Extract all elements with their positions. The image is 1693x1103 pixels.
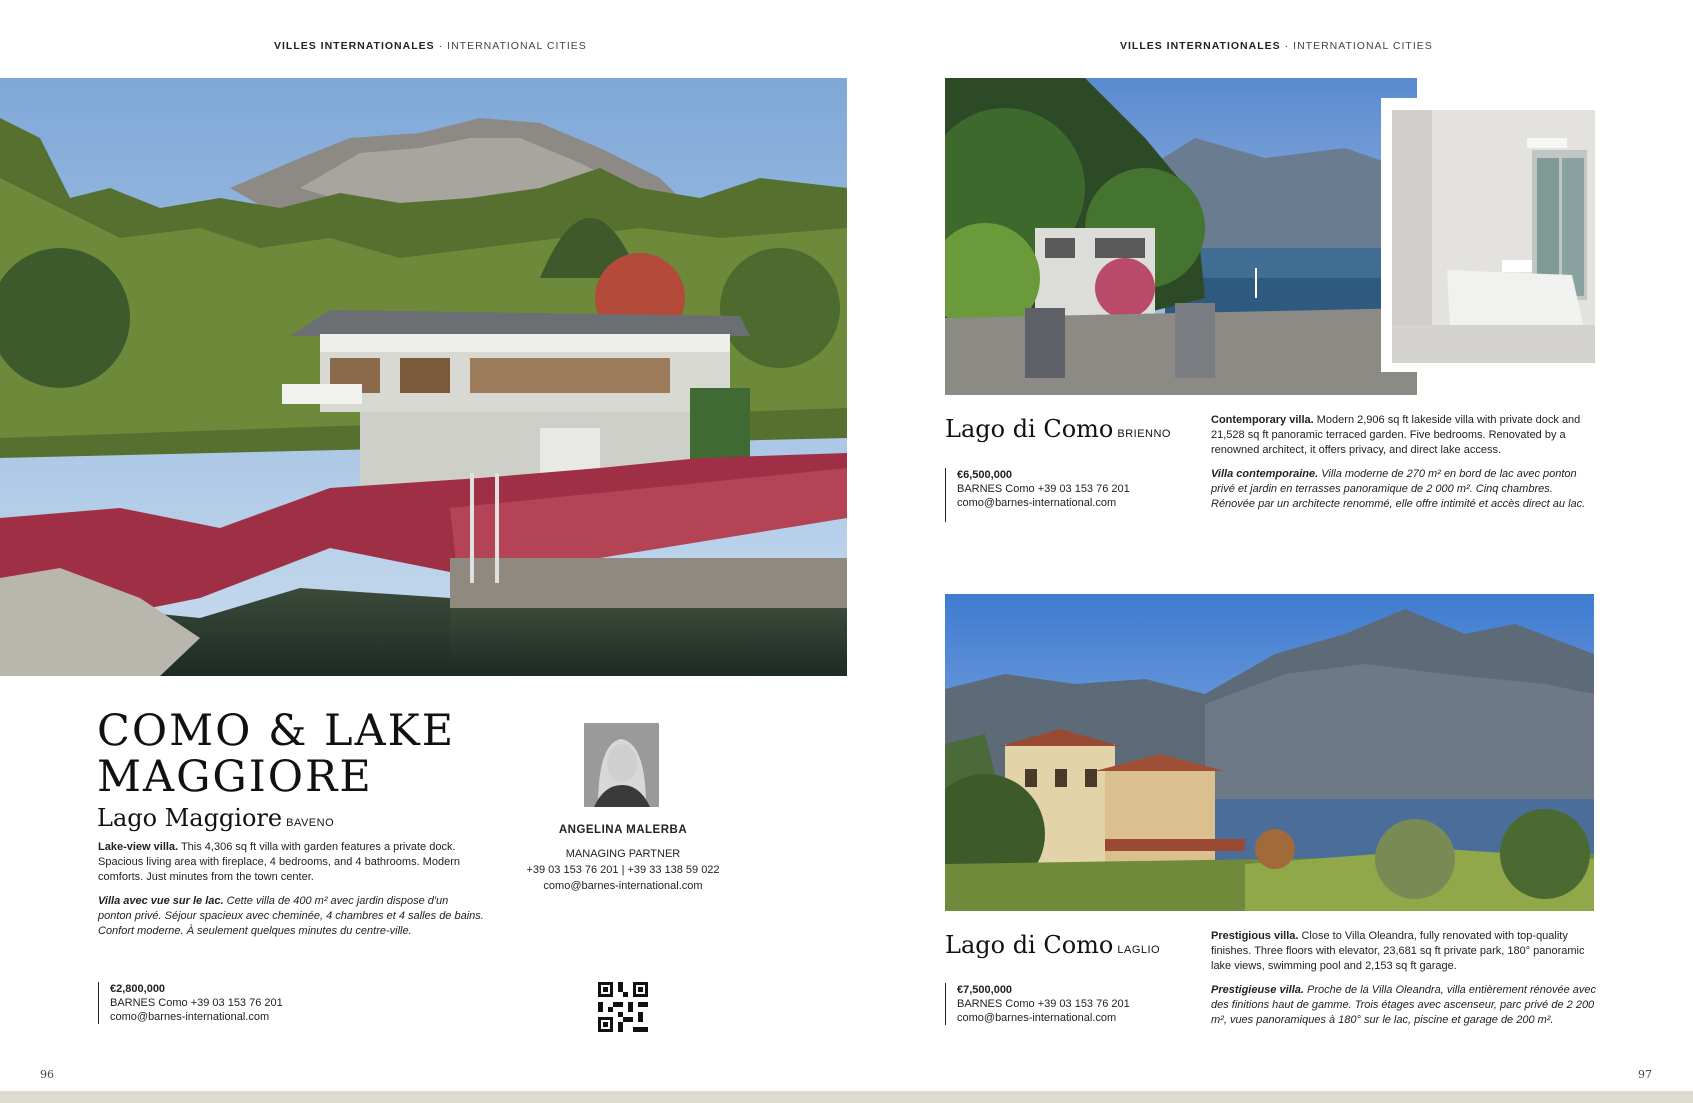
page-number-right: 97	[1638, 1068, 1652, 1081]
baveno-price-block: €2,800,000 BARNES Como +39 03 153 76 201 como@barnes-international.com	[98, 982, 283, 1024]
baveno-description: Lake-view villa. This 4,306 sq ft villa with garden features a private dock. Spacious living area with fireplace, 4 bedrooms, and 4 bathrooms. Modern comforts. Just minutes from the town center. Villa avec vue sur le lac. Cette villa de 400 m² avec jardin dispose d'un ponton privé. Séjour spacieux avec cheminée, 4 chambres et 4 salles de bains. Confort moderne. À seulement quelques minutes du centre-ville.	[98, 841, 484, 937]
bottom-bar	[0, 1091, 1693, 1103]
page-title: COMO & LAKE MAGGIORE	[97, 706, 456, 802]
qr-code-icon	[598, 982, 648, 1032]
agent-contact: ANGELINA MALERBA MANAGING PARTNER +39 03 153 76 201 | +39 33 138 59 022 como@barnes-international.com	[526, 824, 720, 892]
page-number-left: 96	[40, 1068, 54, 1081]
laglio-location-heading: Lago di Como LAGLIO	[945, 931, 1161, 959]
baveno-villa-photo	[0, 78, 847, 676]
agent-portrait	[584, 723, 659, 807]
running-header-left: VILLES INTERNATIONALES · INTERNATIONAL CITIES	[274, 40, 587, 52]
baveno-location-heading: Lago Maggiore BAVENO	[97, 804, 335, 832]
laglio-price-block: €7,500,000 BARNES Como +39 03 153 76 201 como@barnes-international.com	[945, 983, 1130, 1025]
brienno-description: Contemporary villa. Modern 2,906 sq ft lakeside villa with private dock and 21,528 sq ft panoramic terraced garden. Five bedrooms. Renovated by a renowned architect, it offers privacy, and direct lake access. Villa contemporaine. Villa moderne de 270 m² en bord de lac avec ponton privé et jardin en terrasses panoramique de 2 000 m². Cinq chambres. Rénovée par un architecte renommé, elle offre intimité et accès direct au lac.	[1211, 414, 1586, 510]
running-header-right: VILLES INTERNATIONALES · INTERNATIONAL CITIES	[1120, 40, 1433, 52]
brienno-price-block: €6,500,000 BARNES Como +39 03 153 76 201 como@barnes-international.com	[945, 468, 1130, 522]
brienno-villa-photo	[945, 78, 1417, 395]
brienno-bedroom-photo	[1392, 110, 1595, 363]
brienno-location-heading: Lago di Como BRIENNO	[945, 415, 1171, 443]
laglio-description: Prestigious villa. Close to Villa Oleandra, fully renovated with top-quality finishes. Three floors with elevator, 23,681 sq ft private park, 180° panoramic lake views, swimming pool and 2,153 sq ft garage. Prestigieuse villa. Proche de la Villa Oleandra, villa entièrement rénovée avec des finitions haut de gamme. Trois étages avec ascenseur, parc privé de 2 200 m², vues panoramiques à 180° sur le lac, piscine et garage de 200 m².	[1211, 930, 1597, 1026]
laglio-villa-photo	[945, 594, 1594, 911]
